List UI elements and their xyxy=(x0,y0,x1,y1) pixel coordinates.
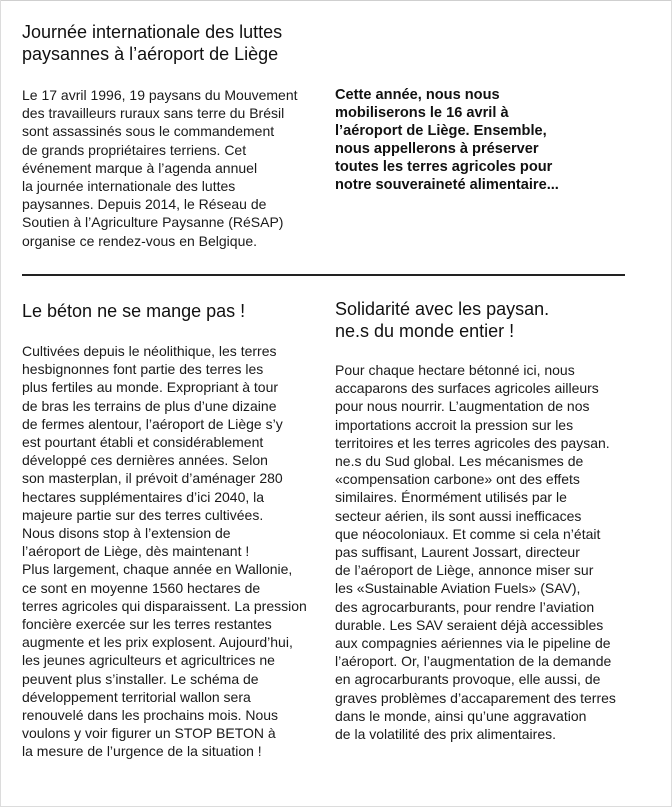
right-section-body-line: «compensation carbone» ont des effets xyxy=(335,471,580,488)
intro-paragraph-line: événement marque à l’agenda annuel xyxy=(22,159,258,176)
right-section-body-line: en agrocarburants provoque, elle aussi, de xyxy=(335,671,601,688)
left-section-body-line: terres agricoles qui disparaissent. La pression xyxy=(22,597,307,614)
right-section-body-line: les «Sustainable Aviation Fuels» (SAV), xyxy=(335,580,581,597)
section-divider xyxy=(22,274,625,276)
right-section-body-line: que néocoloniaux. Et comme si cela n’était xyxy=(335,525,601,542)
left-section-body-line: développement territorial wallon sera xyxy=(22,688,251,705)
left-section-body-line: Cultivées depuis le néolithique, les terres xyxy=(22,343,277,359)
intro-paragraph-line: de grands propriétaires terriens. Cet xyxy=(22,141,247,158)
callout-paragraph-line: l’aéroport de Liège. Ensemble, xyxy=(335,123,547,139)
left-section-body-line: est pourtant établi et considérablement xyxy=(22,434,264,451)
intro-paragraph-line: Soutien à l’Agriculture Paysanne (RéSAP) xyxy=(22,214,284,231)
right-section-title xyxy=(335,298,549,342)
left-section-title xyxy=(22,300,245,322)
left-section-body-line: majeure partie sur des terres cultivées. xyxy=(22,506,264,523)
right-section-title-line: ne.s du monde entier ! xyxy=(335,321,515,341)
left-section-body-line: les jeunes agriculteurs et agricultrices ne xyxy=(22,652,275,669)
callout-paragraph-line: Cette année, nous nous xyxy=(335,87,500,103)
right-section-body-line: de l’aéroport de Liège, annonce miser sur xyxy=(335,562,594,579)
left-section-body-line: augmente et les prix explosent. Aujourd’hui, xyxy=(22,634,293,651)
left-section-body-line: Plus largement, chaque année en Wallonie, xyxy=(22,561,293,578)
left-section-body-line: voulons y voir figurer un STOP BETON à xyxy=(22,725,276,742)
right-section-body-line: de la volatilité des prix alimentaires. xyxy=(335,726,556,743)
left-section-body-line: son masterplan, il prévoit d’aménager 280 xyxy=(22,470,283,487)
callout-paragraph-line: toutes les terres agricoles pour xyxy=(335,159,553,175)
right-section-body-line: secteur aérien, ils sont aussi inefficaces xyxy=(335,507,582,524)
right-section-body-line: accaparons des surfaces agricoles ailleurs xyxy=(335,380,599,397)
intro-paragraph-line: des travailleurs ruraux sans terre du Brésil xyxy=(22,105,285,122)
main-title-line: Journée internationale des luttes xyxy=(22,22,283,42)
callout-paragraph-line: notre souveraineté alimentaire... xyxy=(335,177,559,193)
left-section-body-line: ce sont en moyenne 1560 hectares de xyxy=(22,579,261,596)
left-section-body-line: Nous disons stop à l’extension de xyxy=(22,525,231,542)
page-border-top xyxy=(0,0,672,1)
right-section-body-line: aux compagnies aériennes via le pipeline de xyxy=(335,635,611,652)
intro-paragraph-line: la journée internationale des luttes xyxy=(22,178,236,195)
right-section-body-line: territoires et les terres agricoles des paysan. xyxy=(335,434,610,451)
right-section-body-line: similaires. Énormément utilisés par le xyxy=(335,489,567,506)
right-section-body-line: pour nous nourrir. L’augmentation de nos xyxy=(335,398,590,415)
right-section-body-line: pas suffisant, Laurent Jossart, directeur xyxy=(335,544,580,561)
left-section-body-line: peuvent plus s’installer. Le schéma de xyxy=(22,670,259,687)
left-section-body-line: plus fertiles au monde. Expropriant à tour xyxy=(22,379,279,396)
intro-paragraph-line: Le 17 avril 1996, 19 paysans du Mouvement xyxy=(22,87,298,103)
left-section-body-line: foncière exercée sur les terres restantes xyxy=(22,616,272,633)
right-section-body-line: des agrocarburants, pour rendre l’aviation xyxy=(335,598,595,615)
right-section-body-line: dans le monde, ainsi qu’une aggravation xyxy=(335,707,587,724)
left-section-body-line: l’aéroport de Liège, dès maintenant ! xyxy=(22,543,250,560)
left-section-body-line: développé ces dernières années. Selon xyxy=(22,452,268,469)
right-section-body-line: Pour chaque hectare bétonné ici, nous xyxy=(335,362,575,378)
intro-paragraph xyxy=(22,86,298,250)
intro-paragraph-line: paysannes. Depuis 2014, le Réseau de xyxy=(22,196,267,213)
intro-paragraph-line: organise ce rendez-vous en Belgique. xyxy=(22,232,258,249)
right-section-body-line: graves problèmes d’accaparement des terres xyxy=(335,689,616,706)
page-border-left xyxy=(0,0,1,807)
left-section-body-line: hesbignonnes font partie des terres les xyxy=(22,361,264,378)
callout-paragraph-line: mobiliserons le 16 avril à xyxy=(335,105,509,121)
left-section-body-line: hectares supplémentaires d’ici 2040, la xyxy=(22,488,265,505)
right-section-body xyxy=(335,361,616,743)
left-section-title-line: Le béton ne se mange pas ! xyxy=(22,301,246,321)
right-section-title-line: Solidarité avec les paysan. xyxy=(335,299,550,319)
left-section-body-line: renouvelé dans les prochains mois. Nous xyxy=(22,707,279,724)
main-title xyxy=(22,21,282,65)
right-section-body-line: importations accroit la pression sur les xyxy=(335,416,574,433)
right-section-body-line: l’aéroport. Or, l’augmentation de la demande xyxy=(335,653,612,670)
intro-paragraph-line: sont assassinés sous le commandement xyxy=(22,123,275,140)
left-section-body-line: de fermes alentour, l’aéroport de Liège s’y xyxy=(22,415,283,432)
right-section-body-line: ne.s du Sud global. Les mécanismes de xyxy=(335,453,584,470)
callout-paragraph xyxy=(335,86,559,194)
left-section-body xyxy=(22,342,307,761)
left-section-body-line: de bras les terrains de plus d’une dizaine xyxy=(22,397,277,414)
callout-paragraph-line: nous appellerons à préserver xyxy=(335,141,539,157)
main-title-line: paysannes à l’aéroport de Liège xyxy=(22,44,279,64)
left-section-body-line: la mesure de l’urgence de la situation ! xyxy=(22,743,262,760)
right-section-body-line: durable. Les SAV seraient déjà accessibles xyxy=(335,616,604,633)
